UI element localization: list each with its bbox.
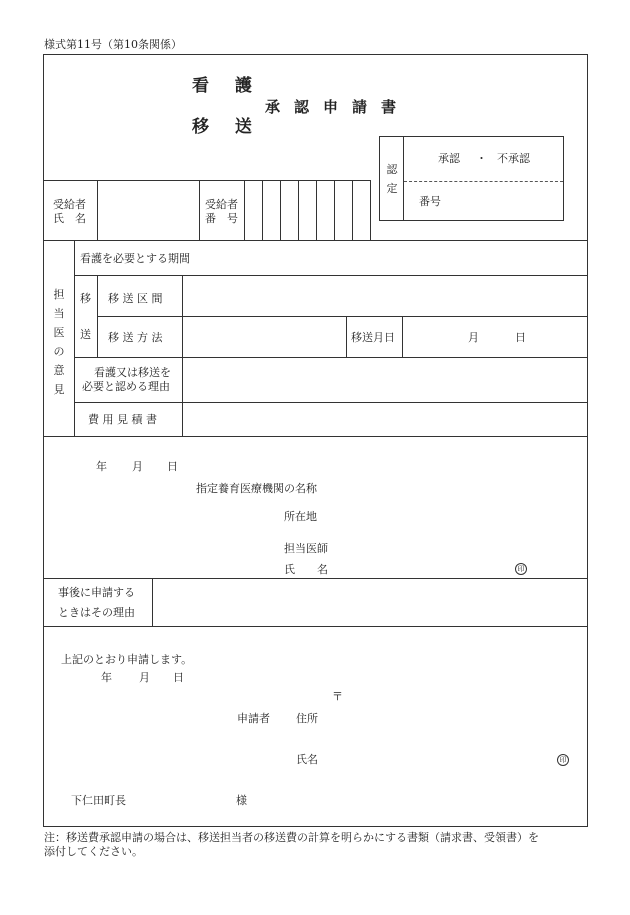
doctor-date-day: 日	[167, 460, 178, 473]
reason-field[interactable]	[183, 358, 587, 401]
postal-mark: 〒	[332, 690, 343, 703]
recipient-name-label-1: 受給者	[53, 198, 86, 211]
applicant-seal-mark: 印	[557, 754, 569, 766]
title-main: 承認申請書	[265, 98, 411, 116]
attending-doctor-label: 担当医師	[284, 542, 328, 555]
doctor-date-year: 年	[96, 460, 107, 473]
approval-choice-separator: ・	[476, 152, 487, 165]
post-reason-field[interactable]	[153, 579, 587, 625]
recipient-name-field[interactable]	[98, 181, 198, 239]
nursing-period-label: 看護を必要とする期間	[80, 252, 190, 265]
transport-section-label: 移 送 区 間	[108, 292, 163, 305]
cost-estimate-label: 費 用 見 積 書	[88, 413, 157, 426]
recipient-number-label-2: 番 号	[205, 212, 238, 225]
transport-label-1: 移	[80, 292, 91, 305]
form-number: 様式第11号（第10条関係）	[44, 38, 182, 51]
reason-label-2: 必要と認める理由	[82, 380, 170, 393]
doctor-date-month: 月	[132, 460, 143, 473]
recipient-number-label-1: 受給者	[205, 198, 238, 211]
approval-box	[379, 136, 564, 221]
approval-choice-reject[interactable]: 不承認	[497, 152, 530, 165]
reason-label-1: 看護又は移送を	[94, 366, 171, 379]
doctor-seal-mark: 印	[515, 563, 527, 575]
transport-section-field[interactable]	[183, 276, 587, 315]
title-transport: 移 送	[192, 117, 262, 137]
title-nursing: 看 護	[192, 76, 262, 96]
applicant-name-label: 氏名	[296, 753, 318, 766]
honorific: 様	[236, 794, 247, 807]
doctor-name-label: 氏 名	[284, 563, 328, 576]
approval-number-label: 番号	[419, 195, 441, 208]
post-reason-label-2: ときはその理由	[58, 606, 135, 619]
applicant-address-field[interactable]	[326, 705, 581, 727]
transport-date-month: 月	[468, 331, 479, 344]
institution-address-label: 所在地	[284, 510, 317, 523]
opinion-section-label: 担当医の意見	[53, 288, 65, 396]
applicant-date-year: 年	[101, 671, 112, 684]
applicant-date-month: 月	[139, 671, 150, 684]
footer-note-line-2: 添付してください。	[44, 845, 143, 858]
recipient-name-label-2: 氏 名	[53, 212, 86, 225]
application-statement: 上記のとおり申請します。	[61, 653, 193, 666]
post-reason-label-1: 事後に申請する	[58, 586, 135, 599]
transport-method-field[interactable]	[183, 317, 345, 356]
transport-label-2: 送	[80, 328, 91, 341]
approval-choice-approve[interactable]: 承認	[438, 152, 460, 165]
applicant-name-field[interactable]	[326, 746, 551, 768]
transport-date-label: 移送月日	[351, 331, 395, 344]
applicant-label: 申請者	[237, 712, 270, 725]
institution-name-label: 指定養育医療機関の名称	[196, 482, 317, 495]
applicant-address-label: 住所	[296, 712, 318, 725]
applicant-date-day: 日	[173, 671, 184, 684]
transport-method-label: 移 送 方 法	[108, 331, 163, 344]
transport-date-day: 日	[515, 331, 526, 344]
footer-note-line-1: 注：移送費承認申請の場合は、移送担当者の移送費の計算を明らかにする書類（請求書、受領書）を	[44, 831, 539, 844]
cost-estimate-field[interactable]	[183, 403, 587, 435]
addressee: 下仁田町長	[71, 794, 126, 807]
approval-label: 認定	[386, 163, 398, 195]
